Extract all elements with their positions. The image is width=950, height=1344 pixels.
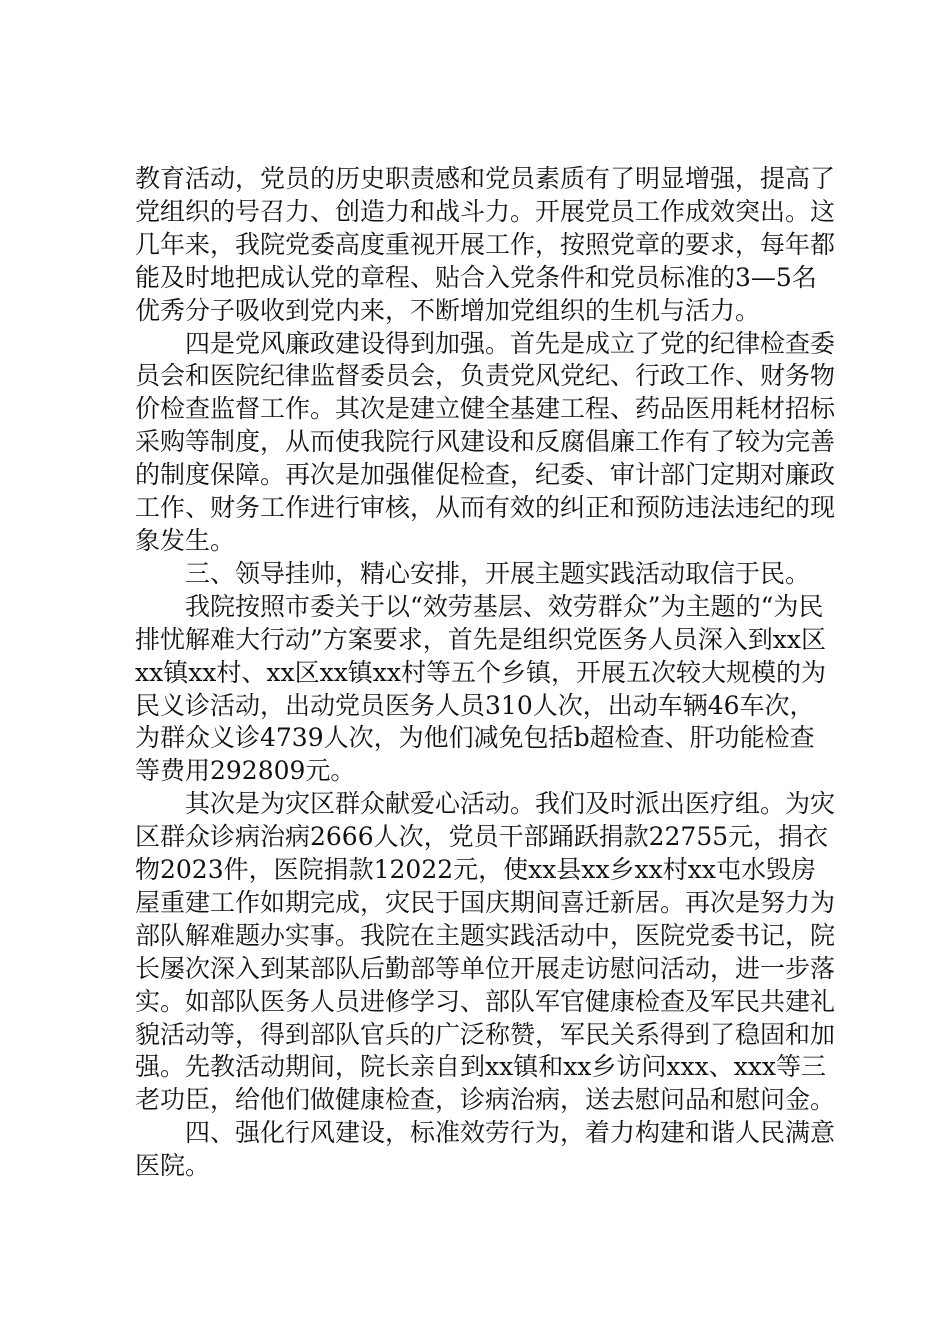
paragraph-anti-corruption: 四是党风廉政建设得到加强。首先是成立了党的纪律检查委员会和医院纪律监督委员会，负责党风党纪、行政工作、财务物价检查监督工作。其次是建立健全基建工程、药品医用耗材招标采购等制度，从而使我院行风建设和反腐倡廉工作有了较为完善的制度保障。再次是加强催促检查，纪委、审计部门定期对廉政工作、财务工作进行审核，从而有效的纠正和预防违法违纪的现象发生。 [135,328,836,555]
section-heading-conduct: 四、强化行风建设，标准效劳行为，着力构建和谐人民满意医院。 [135,1118,836,1181]
paragraph-disaster-relief: 其次是为灾区群众献爱心活动。我们及时派出医疗组。为灾区群众诊病治病2666人次，党员干部踊跃捐款22755元，捐衣物2023件，医院捐款12022元，使xx县xx乡xx村xx屯水毁房屋重建工作如期完成，灾民于国庆期间喜迁新居。再次是努力为部队解难题办实事。我院在主题实践活动中，医院党委书记，院长屡次深入到某部队后勤部等单位开展走访慰问活动，进一步落实。如部队医务人员进修学习、部队军官健康检查及军民共建礼貌活动等，得到部队官兵的广泛称赞，军民关系得到了稳固和加强。先教活动期间，院长亲自到xx镇和xx乡访问xxx、xxx等三老功臣，给他们做健康检查，诊病治病，送去慰问品和慰问金。 [135,789,836,1115]
paragraph-continuation: 教育活动，党员的历史职责感和党员素质有了明显增强，提高了党组织的号召力、创造力和战斗力。开展党员工作成效突出。这几年来，我院党委高度重视开展工作，按照党章的要求，每年都能及时地把成认党的章程、贴合入党条件和党员标准的3—5名优秀分子吸收到党内来，不断增加党组织的生机与活力。 [135,164,836,325]
paragraph-free-clinic: 我院按照市委关于以“效劳基层、效劳群众”为主题的“为民排忧解难大行动”方案要求，首先是组织党医务人员深入到xx区xx镇xx村、xx区xx镇xx村等五个乡镇，开展五次较大规模的为民义诊活动，出动党员医务人员310人次，出动车辆46车次，为群众义诊4739人次，为他们减免包括b超检查、肝功能检查等费用292809元。 [135,591,826,786]
section-heading-theme-practice: 三、领导挂帅，精心安排，开展主题实践活动取信于民。 [185,558,811,588]
document-body [135,163,835,1183]
